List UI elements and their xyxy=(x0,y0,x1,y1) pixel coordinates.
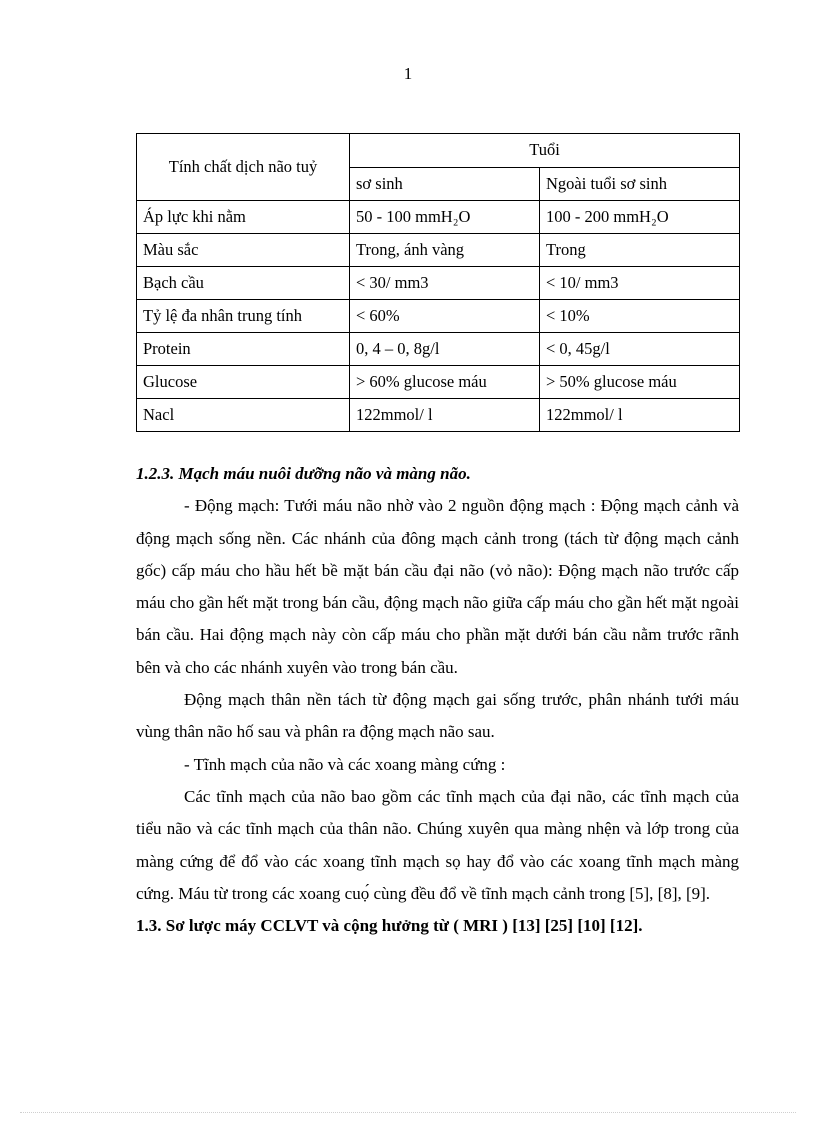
cell-newborn: < 60% xyxy=(350,300,540,333)
section-heading-1-2-3: 1.2.3. Mạch máu nuôi dưỡng não và màng não. xyxy=(136,464,471,483)
cell-property: Nacl xyxy=(137,399,350,432)
paragraph-arteries: - Động mạch: Tưới máu não nhờ vào 2 nguồn động mạch : Động mạch cảnh và động mạch sống nền. Các nhánh của đông mạch cảnh trong (tách từ động mạch cảnh gốc) cấp máu cho hầu hết bề mặt bán cầu đại não (vỏ não): Động mạch não trước cấp máu cho gần hết mặt trong bán cầu, động mạch não giữa cấp máu cho gần hết mặt ngoài bán cầu. Hai động mạch này còn cấp máu cho phần mặt dưới bán cầu nằm trước rãnh bên và cho các nhánh xuyên vào trong bán cầu. xyxy=(136,496,739,677)
section-heading-1-3: 1.3. Sơ lược máy CCLVT và cộng hưởng từ ( MRI ) [13] [25] [10] [12]. xyxy=(136,916,643,936)
paragraph-veins-title: - Tĩnh mạch của não và các xoang màng cứng : xyxy=(184,754,506,774)
cell-beyond: Trong xyxy=(540,234,740,267)
cell-beyond: < 10/ mm3 xyxy=(540,267,740,300)
cell-newborn: < 30/ mm3 xyxy=(350,267,540,300)
table-row xyxy=(137,234,740,267)
table-row xyxy=(137,333,740,366)
table-row xyxy=(137,300,740,333)
cell-beyond: 100 - 200 mmH₂O xyxy=(540,201,740,234)
table-row xyxy=(137,267,740,300)
page-number: 1 xyxy=(403,64,413,83)
header-newborn: sơ sinh xyxy=(350,167,540,201)
cell-property: Protein xyxy=(137,333,350,366)
header-beyond-newborn: Ngoài tuổi sơ sinh xyxy=(540,167,740,201)
cell-newborn: 122mmol/ l xyxy=(350,399,540,432)
cell-beyond: > 50% glucose máu xyxy=(540,366,740,399)
cell-newborn: 0, 4 – 0, 8g/l xyxy=(350,333,540,366)
table-header-row xyxy=(137,134,740,168)
cell-property: Bạch cầu xyxy=(137,267,350,300)
cell-beyond: < 10% xyxy=(540,300,740,333)
cell-property: Tỷ lệ đa nhân trung tính xyxy=(137,300,350,333)
body-content xyxy=(136,458,739,942)
cell-newborn: > 60% glucose máu xyxy=(350,366,540,399)
footer-divider xyxy=(20,1112,796,1113)
cell-beyond: 122mmol/ l xyxy=(540,399,740,432)
table-row xyxy=(137,399,740,432)
table-row xyxy=(137,366,740,399)
cell-newborn: 50 - 100 mmH₂O xyxy=(350,201,540,234)
cell-newborn: Trong, ánh vàng xyxy=(350,234,540,267)
table-row xyxy=(137,201,740,234)
header-property: Tính chất dịch não tuỷ xyxy=(137,134,350,201)
cell-beyond: < 0, 45g/l xyxy=(540,333,740,366)
paragraph-veins: Các tĩnh mạch của não bao gồm các tĩnh mạch của đại não, các tĩnh mạch của tiểu não và các tĩnh mạch của thân não. Chúng xuyên qua màng nhện và lớp trong của màng cứng để đổ vào các xoang tĩnh mạch sọ hay đổ vào các xoang tĩnh mạch màng cứng. Máu từ trong các xoang cuọ́ cùng đều đổ về tĩnh mạch cảnh trong [5], [8], [9]. xyxy=(136,786,739,903)
cell-property: Màu sắc xyxy=(137,234,350,267)
csf-properties-table xyxy=(136,133,740,432)
cell-property: Glucose xyxy=(137,366,350,399)
paragraph-basilar-artery: Động mạch thân nền tách từ động mạch gai sống trước, phân nhánh tưới máu vùng thân não hố sau và phân ra động mạch não sau. xyxy=(136,690,739,742)
header-age: Tuổi xyxy=(350,134,740,168)
cell-property: Áp lực khi nằm xyxy=(137,201,350,234)
